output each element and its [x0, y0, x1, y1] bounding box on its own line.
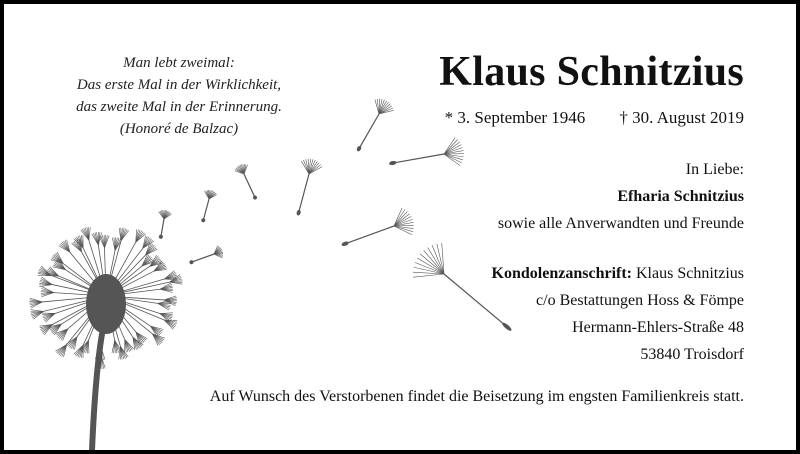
mourners-intro: In Liebe: — [685, 161, 744, 178]
deceased-name: Klaus Schnitzius — [439, 49, 744, 95]
birth-date: * 3. September 1946 — [444, 108, 586, 127]
funeral-notice: Auf Wunsch des Verstorbenen findet die Beisetzung im engsten Familienkreis statt. — [209, 388, 744, 405]
quote-author: (Honoré de Balzac) — [119, 121, 239, 137]
mourners-block — [498, 156, 744, 237]
quote-line: Das erste Mal in der Wirklichkeit, — [76, 77, 282, 93]
dandelion-flower — [29, 227, 182, 450]
quote-line: Man lebt zweimal: — [123, 55, 235, 71]
address-line: c/o Bestattungen Hoss & Fömpe — [536, 292, 744, 309]
address-line: Hermann-Ehlers-Straße 48 — [572, 319, 744, 336]
condolence-address — [492, 260, 744, 368]
condolence-label: Kondolenzanschrift: — [491, 265, 632, 282]
mourners-others: sowie alle Anverwandten und Freunde — [497, 215, 744, 232]
quote-block — [34, 52, 324, 140]
death-date: † 30. August 2019 — [619, 108, 744, 127]
quote-line: das zweite Mal in der Erinnerung. — [76, 99, 282, 115]
life-dates — [445, 108, 744, 128]
address-line: Klaus Schnitzius — [636, 265, 744, 282]
mourner-name: Efharia Schnitzius — [617, 188, 744, 205]
address-line: 53840 Troisdorf — [640, 346, 744, 363]
